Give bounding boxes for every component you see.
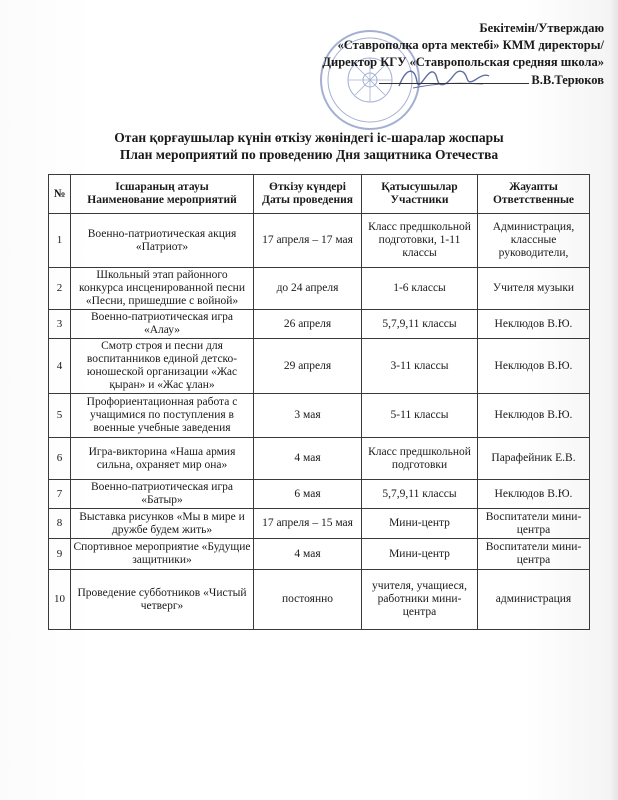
row-dates: до 24 апреля bbox=[254, 268, 362, 310]
table-row bbox=[49, 509, 590, 539]
row-num: 10 bbox=[49, 570, 71, 630]
row-name: Школьный этап районного конкурса инсценированной песни «Песни, пришедшие с войной» bbox=[71, 268, 254, 310]
row-responsible: Парафейник Е.В. bbox=[478, 438, 590, 480]
row-responsible: Неклюдов В.Ю. bbox=[478, 310, 590, 339]
row-participants: Мини-центр bbox=[362, 509, 478, 539]
table-row bbox=[49, 214, 590, 268]
row-name: Профориентационная работа с учащимися по поступления в военные учебные заведения bbox=[71, 394, 254, 438]
row-dates: 4 мая bbox=[254, 438, 362, 480]
row-name: Игра-викторина «Наша армия сильна, охраняет мир она» bbox=[71, 438, 254, 480]
row-participants: 3-11 классы bbox=[362, 339, 478, 394]
row-dates: 17 апреля – 17 мая bbox=[254, 214, 362, 268]
table-header-row bbox=[49, 175, 590, 214]
table-row bbox=[49, 438, 590, 480]
row-name: Военно-патриотическая акция «Патриот» bbox=[71, 214, 254, 268]
table-row bbox=[49, 539, 590, 570]
row-name: Спортивное мероприятие «Будущие защитники» bbox=[71, 539, 254, 570]
row-participants: 5-11 классы bbox=[362, 394, 478, 438]
row-num: 4 bbox=[49, 339, 71, 394]
row-dates: 6 мая bbox=[254, 480, 362, 509]
header-dates: Өткізу күндері Даты проведения bbox=[254, 175, 362, 214]
row-participants: Класс предшкольной подготовки, 1-11 классы bbox=[362, 214, 478, 268]
title-russian: План мероприятий по проведению Дня защитника Отечества bbox=[119, 147, 499, 162]
row-responsible: Учителя музыки bbox=[478, 268, 590, 310]
row-num: 3 bbox=[49, 310, 71, 339]
approval-signer-line bbox=[322, 71, 604, 89]
table-row bbox=[49, 570, 590, 630]
row-name: Проведение субботников «Чистый четверг» bbox=[71, 570, 254, 630]
row-dates: 26 апреля bbox=[254, 310, 362, 339]
row-participants: учителя, учащиеся, работники мини-центра bbox=[362, 570, 478, 630]
row-dates: 17 апреля – 15 мая bbox=[254, 509, 362, 539]
row-num: 8 bbox=[49, 509, 71, 539]
row-num: 5 bbox=[49, 394, 71, 438]
approval-signer: В.В.Терюков bbox=[531, 73, 604, 87]
row-participants: Класс предшкольной подготовки bbox=[362, 438, 478, 480]
title-kazakh: Отан қорғаушылар күнін өткізу жөніндегі іс-шаралар жоспары bbox=[114, 130, 504, 145]
scan-shadow-edge bbox=[610, 0, 618, 800]
row-participants: 5,7,9,11 классы bbox=[362, 310, 478, 339]
row-responsible: Неклюдов В.Ю. bbox=[478, 480, 590, 509]
row-responsible: Неклюдов В.Ю. bbox=[478, 339, 590, 394]
table-row bbox=[49, 480, 590, 509]
table-row bbox=[49, 394, 590, 438]
row-name: Выставка рисунков «Мы в мире и дружбе будем жить» bbox=[71, 509, 254, 539]
document-title bbox=[0, 129, 618, 163]
table-row bbox=[49, 339, 590, 394]
row-num: 1 bbox=[49, 214, 71, 268]
header-name: Ісшараның атауы Наименование мероприятий bbox=[71, 175, 254, 214]
approval-line-2: «Ставрополка орта мектебі» КММ директоры/ bbox=[337, 38, 604, 52]
header-participants: Қатысушылар Участники bbox=[362, 175, 478, 214]
row-participants: 1-6 классы bbox=[362, 268, 478, 310]
row-responsible: Администрация, классные руководители, bbox=[478, 214, 590, 268]
row-num: 2 bbox=[49, 268, 71, 310]
row-responsible: Неклюдов В.Ю. bbox=[478, 394, 590, 438]
approval-line-1: Бекітемін/Утверждаю bbox=[479, 21, 604, 35]
row-num: 7 bbox=[49, 480, 71, 509]
signature-line bbox=[379, 71, 529, 84]
row-name: Военно-патриотическая игра «Батыр» bbox=[71, 480, 254, 509]
approval-line-3: Директор КГУ «Ставропольская средняя школа» bbox=[322, 55, 604, 69]
table-row bbox=[49, 268, 590, 310]
row-name: Смотр строя и песни для воспитанников единой детско-юношеской организации «Жас қыран» и «Жас ұлан» bbox=[71, 339, 254, 394]
row-dates: постоянно bbox=[254, 570, 362, 630]
row-participants: 5,7,9,11 классы bbox=[362, 480, 478, 509]
row-dates: 4 мая bbox=[254, 539, 362, 570]
row-responsible: Воспитатели мини-центра bbox=[478, 509, 590, 539]
header-num: № bbox=[49, 175, 71, 214]
header-responsible: Жауапты Ответственные bbox=[478, 175, 590, 214]
row-dates: 29 апреля bbox=[254, 339, 362, 394]
row-participants: Мини-центр bbox=[362, 539, 478, 570]
row-num: 9 bbox=[49, 539, 71, 570]
row-name: Военно-патриотическая игра «Алау» bbox=[71, 310, 254, 339]
row-responsible: администрация bbox=[478, 570, 590, 630]
events-plan-table bbox=[48, 174, 590, 630]
row-responsible: Воспитатели мини-центра bbox=[478, 539, 590, 570]
row-dates: 3 мая bbox=[254, 394, 362, 438]
table-row bbox=[49, 310, 590, 339]
row-num: 6 bbox=[49, 438, 71, 480]
approval-block bbox=[322, 20, 604, 89]
